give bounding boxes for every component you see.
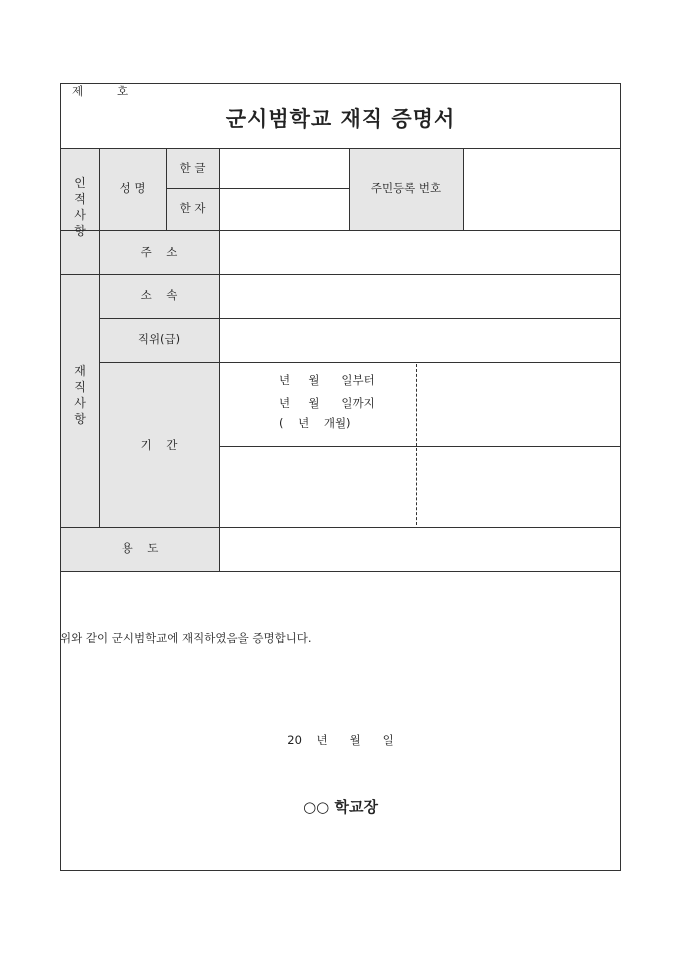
document-number-label: 제 xyxy=(72,84,84,98)
divider xyxy=(166,188,349,189)
hanja-label: 한 자 xyxy=(179,201,206,215)
period-from-text: 년 월 일부터 xyxy=(279,373,375,387)
period-months-text: ( 년 개월) xyxy=(279,416,351,430)
divider xyxy=(60,571,621,572)
personal-section-label: 인 적 사 항 xyxy=(74,176,86,238)
name-label: 성 명 xyxy=(119,181,146,195)
affiliation-label: 소 속 xyxy=(140,288,178,302)
document-title: 군시범학교 재직 증명서 xyxy=(225,106,456,131)
divider xyxy=(99,274,621,275)
divider xyxy=(60,148,621,149)
address-label: 주 소 xyxy=(140,245,178,259)
divider xyxy=(99,362,621,363)
divider xyxy=(99,318,621,319)
principal-signature: ○○ 학교장 xyxy=(303,798,378,816)
period-label: 기 간 xyxy=(140,438,178,452)
divider xyxy=(60,274,99,275)
divider xyxy=(60,527,621,528)
divider xyxy=(166,148,167,230)
purpose-label: 용 도 xyxy=(121,541,159,555)
hangul-label: 한 글 xyxy=(179,161,206,175)
issue-date: 20 년 월 일 xyxy=(287,733,394,747)
divider xyxy=(219,446,621,447)
position-label: 직위(급) xyxy=(137,332,181,346)
divider xyxy=(60,230,621,231)
period-to-text: 년 월 일까지 xyxy=(279,396,375,410)
rrn-label: 주민등록 번호 xyxy=(370,181,442,195)
employment-section-label: 재 직 사 항 xyxy=(74,364,86,426)
certification-statement: 위와 같이 군시범학교에 재직하였음을 증명합니다. xyxy=(60,631,312,645)
document-number-suffix: 호 xyxy=(117,84,129,98)
divider xyxy=(463,148,464,230)
divider xyxy=(219,148,220,571)
dashed-divider xyxy=(416,364,417,525)
